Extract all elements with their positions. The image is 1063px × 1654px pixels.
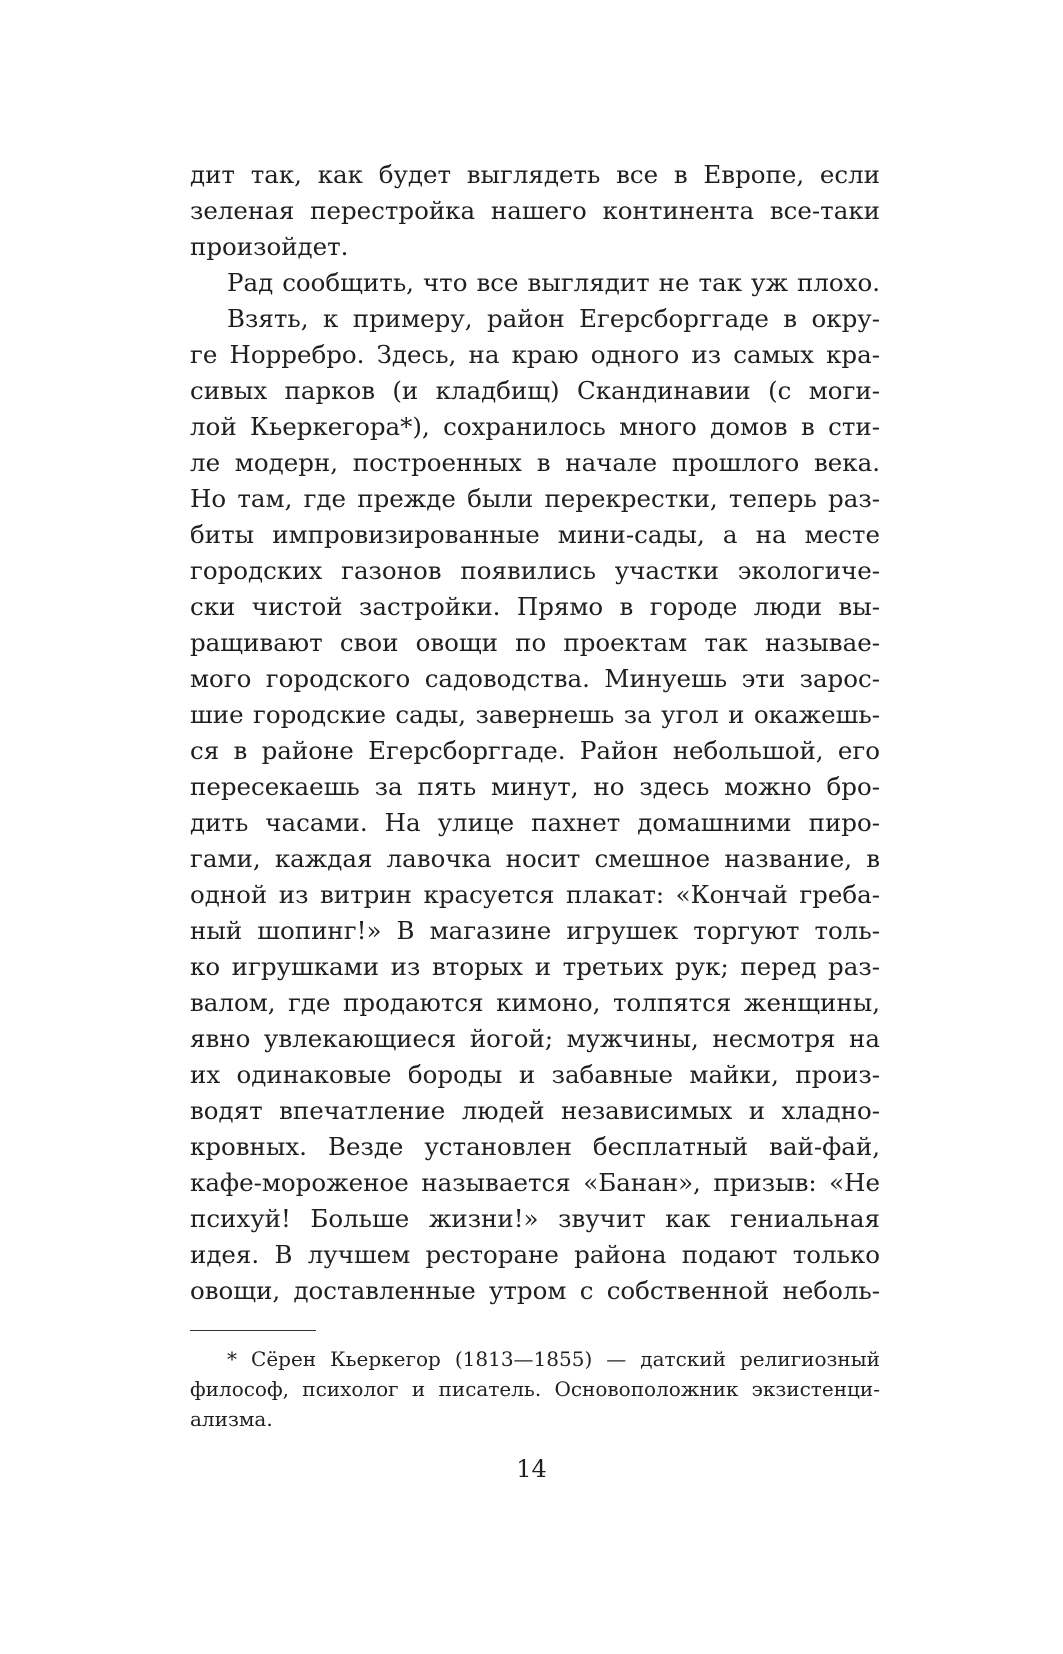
footnote-line: философ, психолог и писатель. Основоположник экзистенци- xyxy=(190,1377,880,1401)
text-line: сивых парков (и кладбищ) Скандинавии (с моги- xyxy=(190,376,880,405)
text-line: произойдет. xyxy=(190,232,349,261)
text-line: ращивают свои овощи по проектам так называе- xyxy=(190,628,880,657)
text-line: овощи, доставленные утром с собственной неболь- xyxy=(190,1276,880,1305)
text-line: биты импровизированные мини-сады, а на месте xyxy=(190,520,880,549)
main-text xyxy=(190,157,880,1309)
text-line: ный шопинг!» В магазине игрушек торгуют толь- xyxy=(190,916,880,945)
text-line: лой Кьеркегора*), сохранилось много домов в сти- xyxy=(190,412,880,441)
text-line: гами, каждая лавочка носит смешное название, в xyxy=(190,844,880,873)
footnote-line: * Сёрен Кьеркегор (1813—1855) — датский религиозный xyxy=(227,1347,880,1371)
footnote-line: ализма. xyxy=(190,1407,273,1431)
text-line: дит так, как будет выглядеть все в Европе, если xyxy=(190,160,880,189)
text-line: Взять, к примеру, район Егерсборггаде в окру- xyxy=(227,304,880,333)
text-line: идея. В лучшем ресторане района подают только xyxy=(190,1240,880,1269)
text-line: городских газонов появились участки экологиче- xyxy=(190,556,880,585)
text-line: дить часами. На улице пахнет домашними пиро- xyxy=(190,808,880,837)
text-line: Но там, где прежде были перекрестки, теперь раз- xyxy=(190,484,880,513)
text-line: ко игрушками из вторых и третьих рук; перед раз- xyxy=(190,952,880,981)
text-line: зеленая перестройка нашего континента все-таки xyxy=(190,196,880,225)
text-line: их одинаковые бороды и забавные майки, произ- xyxy=(190,1060,880,1089)
text-line: ся в районе Егерсборггаде. Район небольшой, его xyxy=(190,736,880,765)
footnote xyxy=(190,1344,880,1434)
text-line: ски чистой застройки. Прямо в городе люди вы- xyxy=(190,592,880,621)
text-line: психуй! Больше жизни!» звучит как гениальная xyxy=(190,1204,880,1233)
text-line: кафе-мороженое называется «Банан», призыв: «Не xyxy=(190,1168,880,1197)
text-line: ле модерн, построенных в начале прошлого века. xyxy=(190,448,880,477)
text-line: одной из витрин красуется плакат: «Кончай греба- xyxy=(190,880,880,909)
text-line: ге Норребро. Здесь, на краю одного из самых кра- xyxy=(190,340,880,369)
text-line: явно увлекающиеся йогой; мужчины, несмотря на xyxy=(190,1024,880,1053)
text-line: мого городского садоводства. Минуешь эти зарос- xyxy=(190,664,880,693)
text-line: шие городские сады, завернешь за угол и окажешь- xyxy=(190,700,880,729)
text-line: Рад сообщить, что все выглядит не так уж плохо. xyxy=(227,268,880,297)
text-line: валом, где продаются кимоно, толпятся женщины, xyxy=(190,988,880,1017)
footnote-divider xyxy=(190,1330,316,1331)
text-line: водят впечатление людей независимых и хладно- xyxy=(190,1096,880,1125)
text-line: кровных. Везде установлен бесплатный вай-фай, xyxy=(190,1132,880,1161)
text-line: пересекаешь за пять минут, но здесь можно бро- xyxy=(190,772,880,801)
page-number: 14 xyxy=(516,1455,547,1483)
